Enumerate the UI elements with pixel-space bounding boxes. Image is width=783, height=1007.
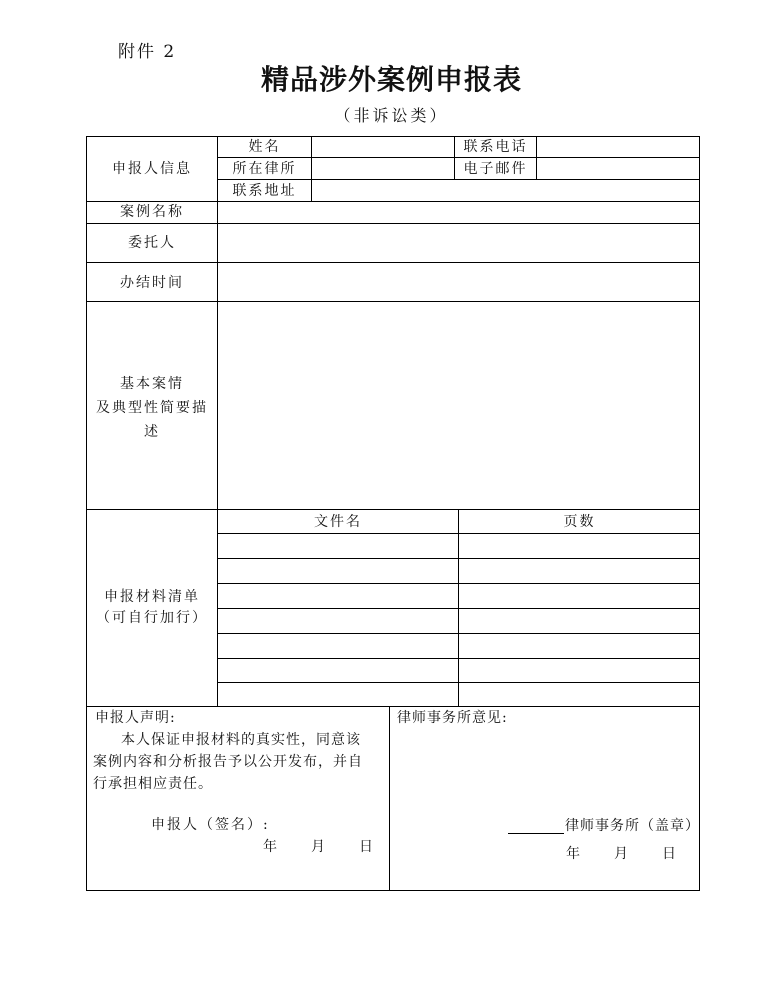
case-name-field[interactable] bbox=[218, 202, 699, 223]
declaration-year-label: 年 bbox=[263, 839, 279, 855]
firm-month-label: 月 bbox=[614, 846, 630, 862]
firm-year-label: 年 bbox=[566, 846, 582, 862]
divider bbox=[218, 633, 700, 634]
declaration-line: 案例内容和分析报告予以公开发布，并自 bbox=[93, 754, 363, 770]
firm-opinion-title: 律师事务所意见: bbox=[397, 710, 508, 726]
divider bbox=[87, 706, 700, 707]
divider bbox=[87, 509, 700, 510]
materials-label-line: 申报材料清单 bbox=[104, 589, 200, 605]
application-form bbox=[86, 136, 700, 891]
case-description-field[interactable] bbox=[218, 302, 699, 509]
pages-column-header: 页数 bbox=[563, 514, 596, 530]
case-description-label-line: 基本案情 bbox=[120, 376, 184, 392]
client-field[interactable] bbox=[218, 224, 699, 262]
form-subtitle: （非诉讼类） bbox=[334, 106, 449, 125]
declaration-day-label: 日 bbox=[359, 839, 375, 855]
phone-field[interactable] bbox=[537, 138, 699, 157]
case-description-label-line: 述 bbox=[144, 424, 160, 440]
declaration-title: 申报人声明: bbox=[95, 710, 176, 726]
divider bbox=[218, 682, 700, 683]
declaration-line: 本人保证申报材料的真实性，同意该 bbox=[121, 732, 361, 748]
divider bbox=[458, 510, 459, 707]
firm-seal-label: 律师事务所（盖章） bbox=[565, 818, 700, 834]
declaration-line: 行承担相应责任。 bbox=[93, 776, 213, 792]
divider bbox=[218, 658, 700, 659]
name-field[interactable] bbox=[312, 138, 454, 157]
case-description-label bbox=[87, 372, 217, 444]
case-description-label-line: 及典型性简要描 bbox=[96, 400, 208, 416]
applicant-signature-label: 申报人（签名）: bbox=[151, 817, 270, 833]
applicant-section-label: 申报人信息 bbox=[112, 161, 192, 177]
completion-date-field[interactable] bbox=[218, 263, 699, 301]
materials-label-line: （可自行加行） bbox=[96, 610, 208, 626]
completion-date-label: 办结时间 bbox=[120, 275, 184, 291]
form-title: 精品涉外案例申报表 bbox=[260, 63, 522, 96]
address-label: 联系地址 bbox=[232, 183, 297, 199]
name-label: 姓名 bbox=[248, 139, 281, 155]
phone-label: 联系电话 bbox=[463, 139, 528, 155]
divider bbox=[389, 706, 390, 891]
divider bbox=[218, 533, 700, 534]
divider bbox=[218, 583, 700, 584]
address-field[interactable] bbox=[312, 180, 699, 201]
materials-label bbox=[87, 587, 217, 629]
email-label: 电子邮件 bbox=[463, 161, 528, 177]
seal-signature-line[interactable] bbox=[508, 833, 564, 834]
attachment-label: 附件 2 bbox=[118, 42, 177, 62]
firm-field[interactable] bbox=[312, 158, 454, 179]
firm-day-label: 日 bbox=[662, 846, 678, 862]
client-label: 委托人 bbox=[128, 235, 176, 251]
declaration-month-label: 月 bbox=[311, 839, 327, 855]
divider bbox=[218, 558, 700, 559]
case-name-label: 案例名称 bbox=[120, 204, 184, 220]
divider bbox=[218, 608, 700, 609]
email-field[interactable] bbox=[537, 158, 699, 179]
file-name-column-header: 文件名 bbox=[314, 514, 362, 530]
firm-label: 所在律所 bbox=[232, 161, 297, 177]
